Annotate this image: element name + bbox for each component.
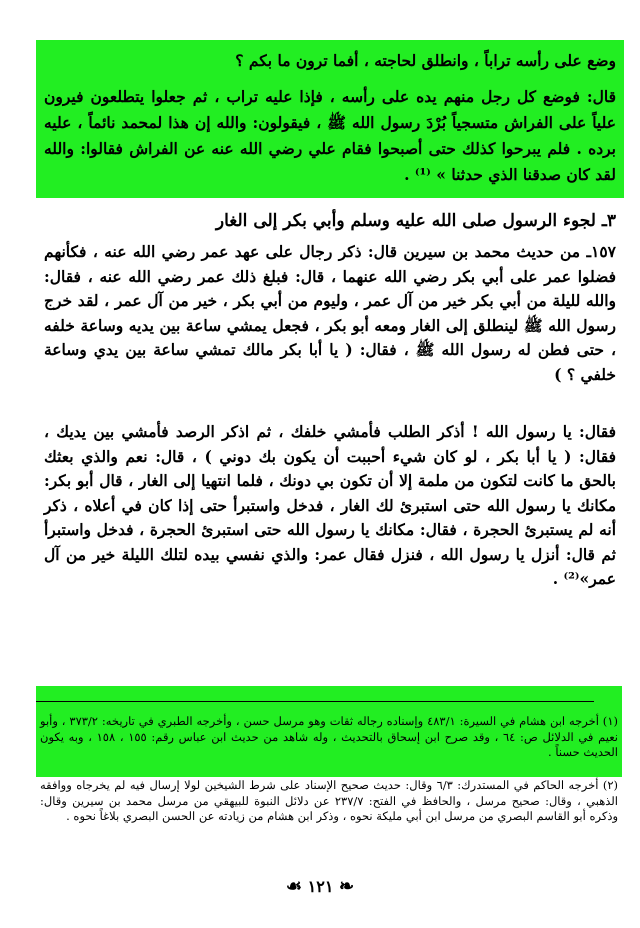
top-passage-line1: وضع على رأسه تراباً ، وانطلق لحاجته ، أفما ترون ما بكم ؟ — [235, 51, 616, 70]
ornament-right-icon: ❧ — [338, 876, 355, 897]
page-number: ١٢١ — [307, 877, 334, 896]
top-passage-paragraph: قال: فوضع كل رجل منهم يده على رأسه ، فإذا عليه تراب ، ثم جعلوا يتطلعون فيرون علياً على الفراش متسجياً بُرْدَ رسول الله ﷺ ، فيقولون: والله إن هذا لمحمد نائماً ، عليه برده . فلم يبرحوا كذلك حتى أصبحوا فقام علي رضي الله عنه عن الفراش فقالوا: والله لقد كان صدقنا الذي حدثنا » ⁽¹⁾ . — [44, 87, 616, 184]
footnote-2: (٢) أخرجه الحاكم في المستدرك: ٦/٣ وقال: حديث صحيح الإسناد على شرط الشيخين لولا إرسال فيه لم يخرجاه ووافقه الذهبي ، وقال: صحيح مرسل ، والحافظ في الفتح: ٢٣٧/٧ عن دلائل النبوة للبيهقي من مرسل محمد بن سيرين وقال: وذكره أبو القاسم البصري من مرسل ابن أبي مليكة نحوه ، وذكر ابن هشام من زيادته عن الحسن البصري بلاغاً نحوه . — [40, 778, 619, 823]
section-heading: ٣ـ لجوء الرسول صلى الله عليه وسلم وأبي بكر إلى الغار — [215, 211, 616, 231]
footnote-1: (١) أخرجه ابن هشام في السيرة: ٤٨٣/١ وإسناده رجاله ثقات وهو مرسل حسن ، وأخرجه الطبري في تاريخه: ٣٧٣/٢ ، وأبو نعيم في الدلائل ص: ٦٤ ، وقد صرح ابن إسحاق بالتحديث ، وله شاهد من حديث ابن عباس رقم: ١٥٥ ، ١٥٨ ، وبه يكون الحديث حسناً . — [40, 714, 618, 759]
ornament-left-icon: ☙ — [285, 876, 303, 897]
hadith-paragraph-2: فقال: يا رسول الله ! أذكر الطلب فأمشي خلفك ، ثم اذكر الرصد فأمشي بين يديك ، فقال: ( يا أبا بكر ، لو كان شيء أحببت أن يكون بك دوني ) ، قال: نعم والذي بعثك بالحق ما كانت لتكون من ملمة إلا أن تكون بي دونك ، فلما انتهيا إلى الغار ، قال أبو بكر: مكانك يا رسول الله حتى استبرئ لك الغار ، فدخل واستبرأ حتى إذا كان في أعلاه ، ذكر أنه لم يستبرئ الحجرة ، فقال: مكانك يا رسول الله حتى استبرئ الحجرة ، فدخل واستبرأ ثم قال: أنزل يا رسول الله ، فنزل فقال عمر: والذي نفسي بيده لتلك الليلة خير من آل عمر»⁽²⁾ . — [44, 422, 616, 588]
page-number-block — [0, 876, 640, 897]
hadith-paragraph-1: ١٥٧ـ من حديث محمد بن سيرين قال: ذكر رجال على عهد عمر رضي الله عنه ، فكأنهم فضلوا عمر على أبي بكر رضي الله عنهما ، قال: فبلغ ذلك عمر رضي الله عنه ، فقال: والله لليلة من أبي بكر خير من آل عمر ، وليوم من أبي بكر ، خير من آل عمر ، لقد خرج رسول الله ﷺ لينطلق إلى الغار ومعه أبو بكر ، فجعل يمشي ساعة بين يديه وساعة خلفه ، حتى فطن له رسول الله ﷺ ، فقال: ( يا أبا بكر مالك تمشي ساعة بين يدي وساعة خلفي ؟ ) — [44, 242, 616, 384]
footnote-divider — [36, 701, 594, 702]
top-passage — [44, 48, 616, 188]
